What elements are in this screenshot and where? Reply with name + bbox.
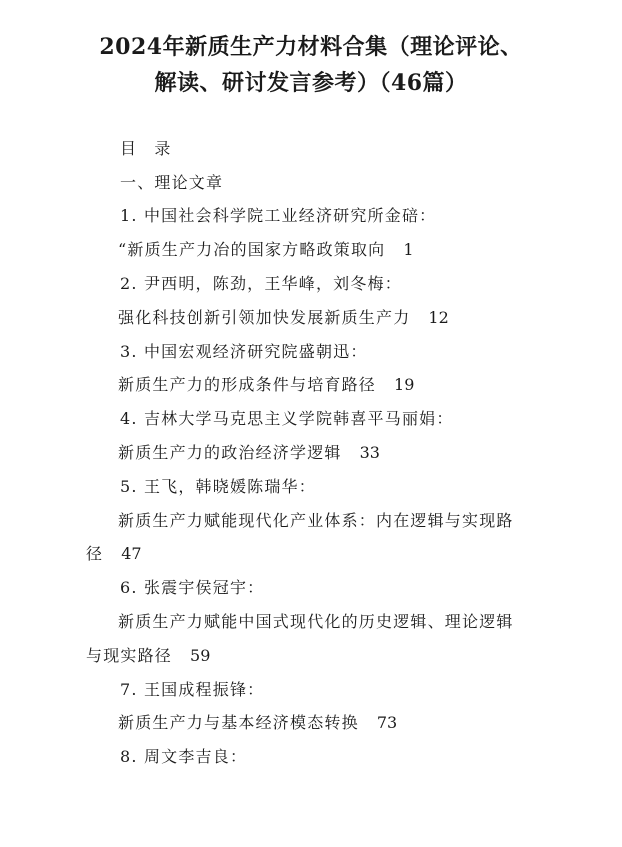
toc-entry-page: 1: [403, 240, 414, 259]
toc-entry-title-text: 强化科技创新引领加快发展新质生产力: [118, 308, 411, 327]
toc-entry-page: 33: [359, 443, 380, 462]
toc-entry-title: [118, 307, 449, 329]
toc-entry-page: 47: [121, 544, 142, 563]
toc-entry-author: 1. 中国社会科学院工业经济研究所金碚：: [120, 206, 437, 225]
toc-entry-title-text: 新质生产力与基本经济模态转换: [118, 713, 359, 732]
toc-entry-author: 5. 王飞，韩晓媛陈瑞华：: [120, 477, 316, 496]
toc-entry-title-continuation: [86, 645, 210, 667]
document-title-line1: 2024年新质生产力材料合集（理论评论、: [99, 34, 523, 60]
toc-entry-title-text: 新质生产力赋能中国式现代化的历史逻辑、理论逻辑: [118, 612, 514, 631]
toc-entry-page: 19: [394, 375, 415, 394]
toc-entry-page: 59: [190, 646, 211, 665]
document-title-line2: 解读、研讨发言参考）（46篇）: [154, 70, 468, 96]
toc-entry-author: 8. 周文李吉良：: [120, 747, 248, 766]
toc-entry-title-text: 新质生产力的形成条件与培育路径: [118, 375, 377, 394]
toc-entry-title-continuation: [86, 543, 142, 565]
toc-entry-page: 12: [428, 308, 449, 327]
toc-entry-author: 4. 吉林大学马克思主义学院韩喜平马丽娟：: [120, 409, 454, 428]
toc-entry-title: [118, 374, 414, 396]
toc-entry-author: 7. 王国成程振锋：: [120, 680, 265, 699]
toc-heading: 目 录: [120, 139, 172, 158]
toc-entry-title-text: 新质生产力赋能现代化产业体系：内在逻辑与实现路: [118, 511, 514, 530]
toc-entry-title: [118, 442, 380, 464]
toc-entry-title-cont-text: 与现实路径: [86, 646, 173, 665]
toc-entry-title-text: 新质生产力的政治经济学逻辑: [118, 443, 342, 462]
toc-entry-page: 73: [376, 713, 398, 732]
section-heading: 一、理论文章: [120, 173, 224, 192]
toc-entry-title-text: “新质生产力冶的国家方略政策取向: [118, 240, 386, 259]
toc-entry-title-cont-text: 径: [86, 544, 104, 563]
toc-entry-author: 3. 中国宏观经济研究院盛朝迅：: [120, 342, 368, 361]
toc-entry-author: 2. 尹西明，陈劲，王华峰，刘冬梅：: [120, 274, 402, 293]
toc-entry-title: [118, 712, 397, 734]
toc-entry-title: [118, 239, 414, 261]
toc-entry-author: 6. 张震宇侯冠宇：: [120, 578, 265, 597]
